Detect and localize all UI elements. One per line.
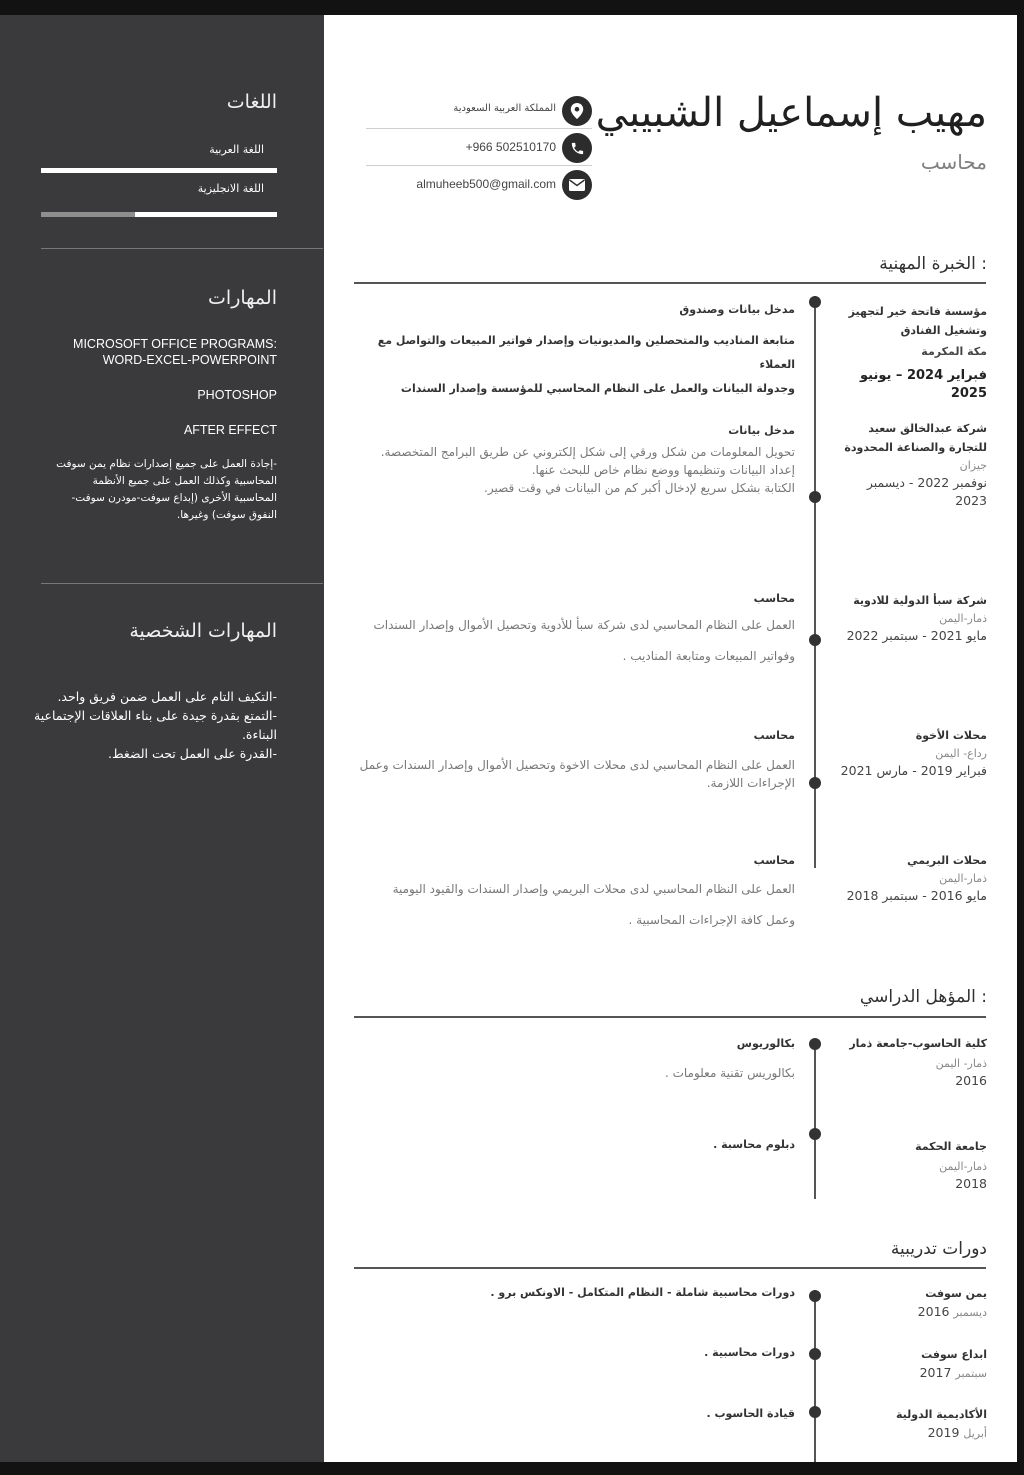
- main-content: [324, 15, 1017, 1462]
- training-month: أبريل: [963, 1427, 987, 1440]
- skill-item: PHOTOSHOP: [197, 388, 277, 402]
- job-description: [355, 756, 795, 792]
- job-role: مدخل بيانات وصندوق: [679, 303, 795, 316]
- description-line: الكتابة بشكل سريع لإدخال أكبر كم من البيانات في وقت قصير.: [484, 481, 795, 495]
- skill-line: WORD-EXCEL-POWERPOINT: [102, 353, 277, 367]
- personal-skill-item: -القدرة على العمل تحت الضغط.: [108, 746, 277, 761]
- section-rule: [354, 1016, 986, 1018]
- graduation-year: 2018: [955, 1176, 987, 1191]
- training-year: 2019: [927, 1425, 960, 1440]
- education-details: [355, 1135, 795, 1155]
- language-level-bar: [41, 168, 277, 173]
- training-provider: يمن سوفت: [925, 1287, 987, 1300]
- personal-skills-list: [27, 687, 277, 763]
- description-line: العمل على النظام المحاسبي لدى محلات الاخوة وتحصيل الأموال وإصدار السندات وعمل: [359, 758, 795, 772]
- education-meta: [839, 1137, 987, 1193]
- timeline-dot: [809, 1290, 821, 1302]
- timeline-dot: [809, 1348, 821, 1360]
- training-date: [839, 1424, 987, 1443]
- job-description: [355, 610, 795, 672]
- contact-location: [366, 92, 592, 129]
- employer-name: محلات الأخوة: [915, 729, 987, 742]
- contact-email: [366, 166, 592, 203]
- timeline-dot: [809, 491, 821, 503]
- institution-location: ذمار- اليمن: [935, 1057, 987, 1070]
- description-line: الإجراءات اللازمة.: [706, 776, 795, 790]
- experience-heading: الخبرة المهنية :: [879, 254, 987, 274]
- description-line: وجدولة البيانات والعمل على النظام المحاسبي للمؤسسة وإصدار السندات: [400, 382, 795, 395]
- personal-skills-heading: المهارات الشخصية: [129, 620, 277, 642]
- training-month: سبتمبر: [955, 1367, 987, 1380]
- personal-skill-item: -التمتع بقدرة جيدة على بناء العلاقات الإجتماعية البناءة.: [34, 708, 277, 742]
- institution-name: جامعة الحكمة: [915, 1140, 987, 1153]
- job-role: محاسب: [753, 592, 795, 605]
- training-date: [839, 1364, 987, 1383]
- experience-meta: [839, 851, 987, 905]
- language-label: اللغة العربية: [209, 143, 264, 156]
- experience-meta: [839, 419, 987, 510]
- training-course: دورات محاسبية شاملة - النظام المتكامل - الاونكس برو .: [490, 1286, 795, 1299]
- description-line: العمل على النظام المحاسبي لدى شركة سبأ للأدوية وتحصيل الأموال وإصدار السندات: [373, 618, 795, 632]
- training-year: 2017: [919, 1365, 952, 1380]
- divider: [41, 248, 323, 249]
- training-heading: دورات تدريبية: [890, 1239, 987, 1259]
- skill-note: -إجادة العمل على جميع إصدارات نظام يمن سوفت المحاسبية وكذلك العمل على جميع الأنظمة المحاسبية الأخرى (إبداع سوفت-مودرن سوفت-النفوق سوفت) وغيرها.: [56, 458, 277, 521]
- description-line: وفواتير المبيعات ومتابعة المناديب .: [622, 649, 795, 663]
- employment-dates: مايو 2021 - سبتمبر 2022: [846, 628, 987, 643]
- language-label: اللغة الانجليزية: [197, 182, 264, 195]
- training-date: [839, 1303, 987, 1322]
- phone-icon: [562, 133, 592, 163]
- description-line: تحويل المعلومات من شكل ورقي إلى شكل إلكتروني عن طريق البرامج المتخصصة.: [380, 445, 795, 459]
- full-name: مهيب إسماعيل الشبيبي: [595, 90, 987, 136]
- experience-meta: [839, 726, 987, 780]
- map-pin-icon: [562, 96, 592, 126]
- description-line: العمل على النظام المحاسبي لدى محلات البريمي وإصدار السندات والقيود اليومية: [392, 882, 795, 896]
- graduation-year: 2016: [955, 1073, 987, 1088]
- section-rule: [354, 1267, 986, 1269]
- skill-item: [47, 336, 277, 368]
- employer-name: محلات البريمي: [907, 854, 987, 867]
- training-course: دورات محاسبية .: [704, 1346, 795, 1359]
- institution-name: كلية الحاسوب-جامعة ذمار: [849, 1037, 987, 1050]
- sidebar: [0, 15, 324, 1462]
- employment-dates: فبراير 2024 – يونيو 2025: [860, 368, 987, 401]
- experience-meta: [839, 302, 987, 403]
- experience-details: [355, 851, 795, 936]
- location-text: المملكة العربية السعودية: [453, 103, 556, 114]
- experience-details: [355, 589, 795, 672]
- resume-page: [0, 15, 1017, 1462]
- divider: [41, 583, 323, 584]
- job-description: [355, 874, 795, 936]
- timeline-line: [814, 1039, 816, 1199]
- employment-dates: مايو 2016 - سبتمبر 2018: [846, 888, 987, 903]
- training-course: قيادة الحاسوب .: [706, 1407, 795, 1420]
- timeline-dot: [809, 1406, 821, 1418]
- job-title: محاسب: [920, 150, 987, 174]
- employment-dates: فبراير 2019 - مارس 2021: [840, 763, 987, 778]
- institution-location: ذمار-اليمن: [939, 1160, 987, 1173]
- employment-dates: نوفمبر 2022 - ديسمبر 2023: [866, 475, 987, 508]
- training-month: ديسمبر: [953, 1306, 987, 1319]
- personal-skill-item: -التكيف التام على العمل ضمن فريق واحد.: [57, 689, 277, 704]
- description-line: إعداد البيانات وتنظيمها ووضع نظام خاص للبحث عنها.: [531, 463, 795, 477]
- language-level-bar: [41, 212, 277, 217]
- language-level-fill: [135, 212, 277, 217]
- timeline-dot: [809, 1038, 821, 1050]
- employer-location: جيزان: [959, 459, 987, 472]
- job-description: [355, 329, 795, 401]
- description-line: متابعة المناديب والمتحصلين والمديونيات وإصدار فواتير المبيعات والتواصل مع العملاء: [377, 334, 795, 371]
- timeline-line: [814, 1290, 816, 1462]
- timeline-dot: [809, 777, 821, 789]
- experience-details: [355, 421, 795, 497]
- degree-name: بكالوريوس: [736, 1037, 795, 1050]
- email-text: almuheeb500@gmail.com: [416, 177, 556, 191]
- experience-details: [355, 300, 795, 401]
- job-description: [355, 443, 795, 497]
- employer-location: ذمار-اليمن: [939, 872, 987, 885]
- job-role: مدخل بيانات: [728, 424, 795, 437]
- education-meta: [839, 1034, 987, 1090]
- degree-description: بكالوريس تقنية معلومات .: [664, 1066, 795, 1080]
- languages-heading: اللغات: [226, 91, 277, 113]
- education-details: [355, 1034, 795, 1082]
- description-line: وعمل كافة الإجراءات المحاسبية .: [628, 913, 795, 927]
- contact-phone: [366, 129, 592, 166]
- skill-item: AFTER EFFECT: [183, 423, 277, 437]
- job-role: محاسب: [753, 854, 795, 867]
- training-meta: [839, 1405, 987, 1443]
- employer-name: مؤسسة فاتحة خير لتجهيز وتشغيل الفنادق: [848, 305, 987, 337]
- timeline-dot: [809, 634, 821, 646]
- experience-meta: [839, 591, 987, 645]
- phone-text: +966 502510170: [465, 140, 556, 154]
- skill-line: MICROSOFT OFFICE PROGRAMS:: [73, 337, 277, 351]
- training-provider: الأكاديمية الدولية: [895, 1408, 987, 1421]
- education-heading: المؤهل الدراسي :: [859, 987, 987, 1007]
- degree-name: دبلوم محاسبة .: [713, 1138, 795, 1151]
- timeline-dot: [809, 296, 821, 308]
- training-provider: ابداع سوفت: [921, 1348, 987, 1361]
- section-rule: [354, 282, 986, 284]
- envelope-icon: [562, 170, 592, 200]
- job-role: محاسب: [753, 729, 795, 742]
- employer-location: رداع- اليمن: [935, 747, 987, 760]
- employer-location: مكة المكرمة: [921, 345, 987, 358]
- employer-name: شركة سبأ الدولية للادوية: [853, 594, 987, 607]
- experience-details: [355, 726, 795, 792]
- training-meta: [839, 1284, 987, 1322]
- employer-name: شركة عبدالخالق سعيد للتجارة والصناعة المحدودة: [844, 422, 987, 454]
- training-year: 2016: [917, 1304, 950, 1319]
- timeline-dot: [809, 1128, 821, 1140]
- training-meta: [839, 1345, 987, 1383]
- skills-heading: المهارات: [208, 287, 277, 309]
- employer-location: ذمار-اليمن: [939, 612, 987, 625]
